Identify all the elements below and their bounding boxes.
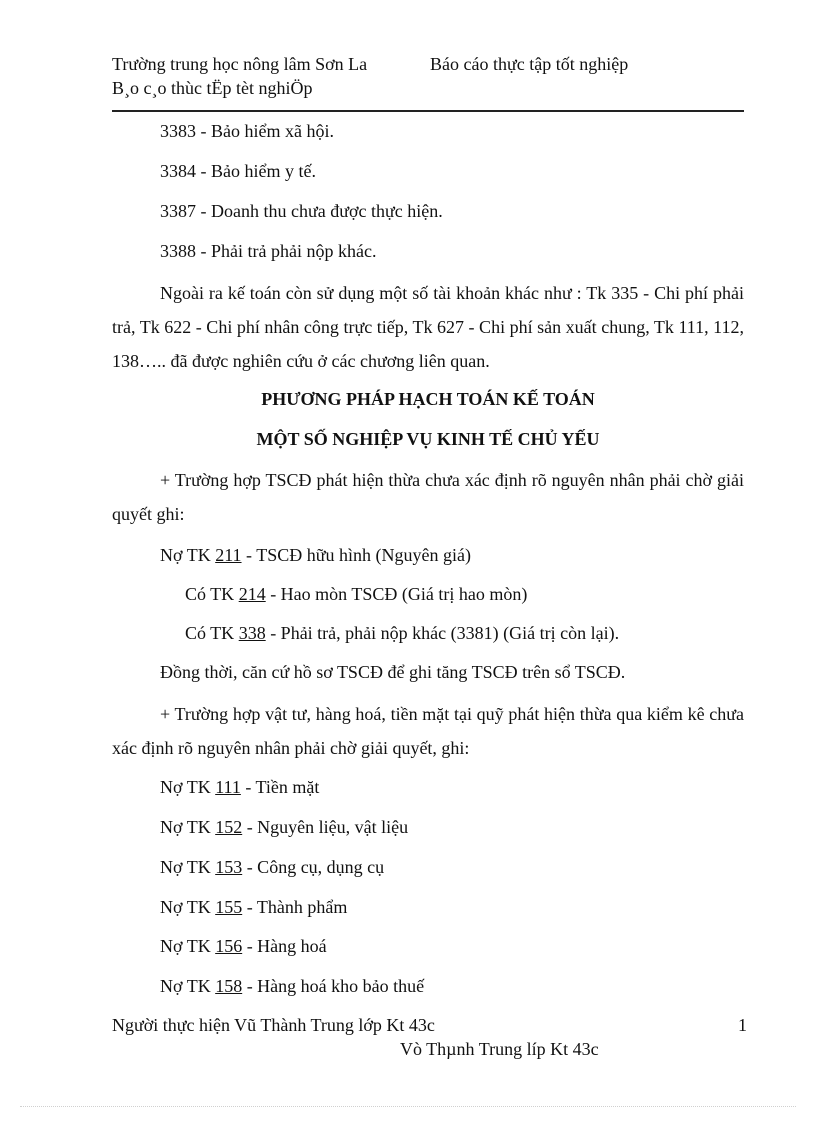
entry-prefix: Nợ TK — [160, 936, 216, 956]
account-item: 3384 - Bảo hiểm y tế. — [160, 161, 316, 181]
account-item: 3387 - Doanh thu chưa được thực hiện. — [160, 201, 443, 221]
case2-paragraph — [112, 697, 744, 765]
case1-note: Đồng thời, căn cứ hồ sơ TSCĐ để ghi tăng TSCĐ trên sổ TSCĐ. — [160, 662, 626, 682]
journal-entry — [160, 897, 347, 918]
entry-account: 214 — [238, 584, 266, 604]
case1-text: + Trường hợp TSCĐ phát hiện thừa chưa xác định rõ nguyên nhân phải chờ giải quyết ghi: — [112, 470, 744, 524]
journal-entry — [185, 584, 527, 605]
case1-paragraph — [112, 463, 744, 531]
entry-prefix: Nợ TK — [160, 897, 216, 917]
account-item: 3388 - Phải trả phải nộp khác. — [160, 241, 377, 261]
header-report-title: Báo cáo thực tập tốt nghiệp — [430, 54, 629, 74]
entry-account: 156 — [215, 936, 243, 956]
journal-entry — [185, 623, 619, 644]
entry-desc: - TSCĐ hữu hình (Nguyên giá) — [241, 545, 471, 565]
journal-entry — [160, 857, 384, 878]
footer-page-number: 1 — [738, 1015, 747, 1035]
entry-account: 211 — [215, 545, 242, 565]
journal-entry — [160, 936, 327, 957]
entry-account: 111 — [215, 777, 241, 797]
footer-author: Người thực hiện Vũ Thành Trung lớp Kt 43c — [112, 1015, 435, 1035]
header-garbled-title: B¸o c¸o thùc tËp tèt nghiÖp — [112, 78, 313, 98]
entry-account: 152 — [215, 817, 243, 837]
entry-account: 338 — [238, 623, 266, 643]
header-school: Trường trung học nông lâm Sơn La — [112, 54, 368, 74]
journal-entry — [160, 545, 471, 566]
entry-desc: - Nguyên liệu, vật liệu — [242, 817, 409, 837]
entry-account: 155 — [215, 897, 243, 917]
entry-desc: - Hàng hoá — [242, 936, 327, 956]
entry-desc: - Công cụ, dụng cụ — [242, 857, 385, 877]
entry-prefix: Nợ TK — [160, 777, 216, 797]
entry-account: 153 — [215, 857, 243, 877]
entry-desc: - Hàng hoá kho bảo thuế — [242, 976, 425, 996]
entry-desc: - Phải trả, phải nộp khác (3381) (Giá trị còn lại). — [265, 623, 620, 643]
entry-prefix: Nợ TK — [160, 857, 216, 877]
section-title-1: PHƯƠNG PHÁP HẠCH TOÁN KẾ TOÁN — [261, 389, 595, 409]
entry-prefix: Nợ TK — [160, 976, 216, 996]
entry-prefix: Có TK — [185, 584, 239, 604]
account-item: 3383 - Bảo hiểm xã hội. — [160, 121, 334, 141]
intro-text: Ngoài ra kế toán còn sử dụng một số tài khoản khác như : Tk 335 - Chi phí phải trả, Tk 622 - Chi phí nhân công trực tiếp, Tk 627 - Chi phí sản xuất chung, Tk 111, 112, 138….. đã được nghiên cứu ở các chương liên quan. — [112, 283, 744, 371]
journal-entry — [160, 817, 408, 838]
entry-desc: - Thành phẩm — [242, 897, 348, 917]
case2-text: + Trường hợp vật tư, hàng hoá, tiền mặt tại quỹ phát hiện thừa qua kiểm kê chưa xác định rõ nguyên nhân phải chờ giải quyết, ghi: — [112, 704, 744, 758]
journal-entry — [160, 976, 424, 997]
intro-paragraph — [112, 276, 744, 378]
section-title-2: MỘT SỐ NGHIỆP VỤ KINH TẾ CHỦ YẾU — [256, 429, 600, 449]
journal-entry — [160, 777, 319, 798]
entry-desc: - Tiền mặt — [240, 777, 320, 797]
header-rule — [112, 110, 744, 112]
entry-prefix: Nợ TK — [160, 817, 216, 837]
entry-account: 158 — [215, 976, 243, 996]
entry-prefix: Có TK — [185, 623, 239, 643]
footer-garbled-author: Vò Thµnh Trung líp Kt 43c — [400, 1039, 599, 1059]
entry-desc: - Hao mòn TSCĐ (Giá trị hao mòn) — [265, 584, 528, 604]
entry-prefix: Nợ TK — [160, 545, 216, 565]
page-bottom-divider — [20, 1106, 796, 1107]
